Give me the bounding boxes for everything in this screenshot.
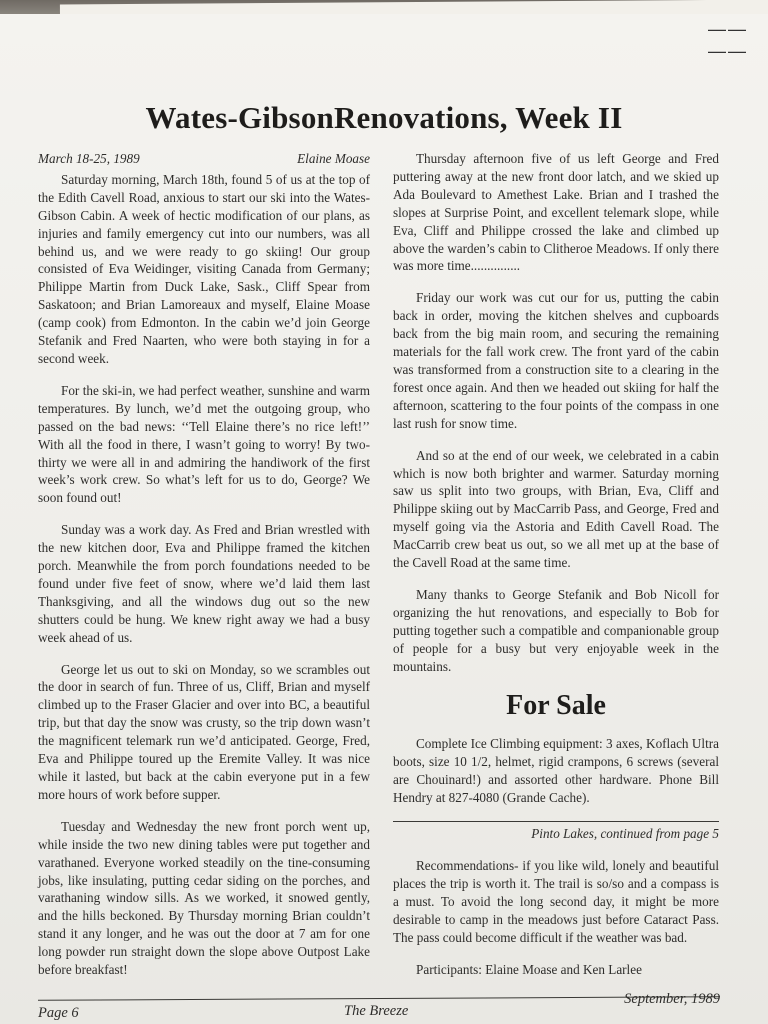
continued-paragraph: Participants: Elaine Moase and Ken Larlee [416, 961, 642, 977]
issue-date: September, 1989 [624, 991, 720, 1007]
corner-mark: —— [708, 41, 748, 61]
article-paragraph: Saturday morning, March 18th, found 5 of us at the top of the Edith Cavell Road, anxious to start our ski into the Wates-Gibson Cabin. A week of hectic modification of our plans, as injuries and family emergency cut into our numbers, was all behind us, and we were ready to go skiing! Our group consisted of Eva Weidinger, visiting Canada from Germany; Philippe Martin from Duck Lake, Sask., Cliff Spear from Saskatoon; and Brian Lamoreaux and myself, Elaine Moase (camp cook) from Edmonton. In the cabin we’d join George Stefanik and Fred Naarten, who were both staying in for a second week. [38, 171, 370, 366]
article-paragraph: For the ski-in, we had perfect weather, sunshine and warm temperatures. By lunch, we’d met the outgoing group, who passed on the bad news: ‘‘Tell Elaine there’s no rice left!’’ With all the food in there, I wasn’t going to worry! By two-thirty we were all in and admiring the handiwork of the first week’s work crew. So what’s left for us to do, George? We soon found out! [38, 382, 370, 506]
continued-label: Pinto Lakes, continued from page 5 [531, 826, 719, 842]
for-sale-heading: For Sale [506, 690, 606, 722]
article-paragraph: Sunday was a work day. As Fred and Brian wrestled with the new kitchen door, Eva and Philippe framed the kitchen porch. Meanwhile the from porch foundations needed to be found under five feet of snow, where we’d laid them last Thanksgiving, and all the windows dug out so the new shutters could be hung. We knew right away we had a busy week ahead of us. [38, 522, 370, 645]
article-author: Elaine Moase [297, 151, 370, 166]
column-right [393, 150, 719, 992]
section-divider [393, 821, 719, 822]
byline [38, 150, 370, 168]
corner-marks [708, 18, 748, 62]
column-left [38, 150, 370, 993]
publication-name: The Breeze [344, 1003, 409, 1019]
page-number: Page 6 [38, 1005, 79, 1021]
corner-mark: —— [708, 19, 748, 39]
article-paragraph: Tuesday and Wednesday the new front porch went up, while inside the two new dining tables were put together and varathaned. Everyone worked steadily on the tine-consuming jobs, like insulating, putting cedar siding on the porches, and varathaning window sills. As we worked, it snowed gently, and the hills beckoned. By Thursday morning Brian couldn’t stand it any longer, and he was out the door at 7 am for one long powder run straight down the slope above Outpost Lake before breakfast! [38, 818, 370, 978]
article-paragraph: Thursday afternoon five of us left George and Fred puttering away at the new front door latch, and we skied up Ada Boulevard to Amethest Lake. Brian and I trashed the slopes at Surprise Point, and excellent telemark slope, while Eva, Cliff and Philippe crossed the lake and climbed up above the warden’s cabin to Clitheroe Meadows. If only there was more time............... [393, 151, 719, 274]
article-title: Wates-GibsonRenovations, Week II [145, 100, 623, 135]
article-date: March 18-25, 1989 [38, 151, 140, 166]
article-paragraph: Friday our work was cut our for us, putting the cabin back in order, moving the kitchen shelves and cupboards back from the big main room, and securing the remaining materials for the fall work crew. The front yard of the cabin was transformed from a construction site to a clearing in the forest once again. And then we headed out skiing for half the afternoon, scattering to the four points of the compass in one last rush for snow time. [393, 290, 719, 431]
article-paragraph: And so at the end of our week, we celebrated in a cabin which is now both brighter and warmer. Saturday morning saw us split into two groups, with Brian, Eva, Cliff and Philippe skiing out by MacCarrib Pass, and George, Fred and myself going via the Astoria and Edith Cavell Road. The MacCarrib crew beat us out, so we all met up at the base of the Cavell Road at the same time. [393, 447, 719, 571]
page-footer [38, 991, 720, 1023]
for-sale-text: Complete Ice Climbing equipment: 3 axes, Koflach Ultra boots, size 10 1/2, helmet, rigid crampons, 6 screws (several are Chouinard!) and assorted other hardware. Phone Bill Hendry at 827-4080 (Grande Cache). [393, 736, 719, 806]
article-paragraph: George let us out to ski on Monday, so we scrambles out the door in search of fun. Three of us, Cliff, Brian and myself climbed up to the Fraser Glacier and over into BC, a beautiful trip, but that day the snow was crusty, so the trip down wasn’t the magnificent telemark run we’d anticipated. George, Fred, Eva and Philippe toured up the Eremite Valley. It was nice while it lasted, but back at the cabin everyone put in a few more hours of work before supper. [38, 661, 370, 802]
article-paragraph: Many thanks to George Stefanik and Bob Nicoll for organizing the hut renovations, and especially to Bob for putting together such a compatible and companionable group of people for a busy but very enjoyable week in the mountains. [393, 586, 719, 674]
continued-paragraph: Recommendations- if you like wild, lonely and beautiful places the trip is worth it. The trail is so/so and a compass is a must. To avoid the long second day, it might be more desirable to camp in the meadows just before Cataract Pass. The pass could become difficult if the weather was bad. [393, 858, 719, 945]
